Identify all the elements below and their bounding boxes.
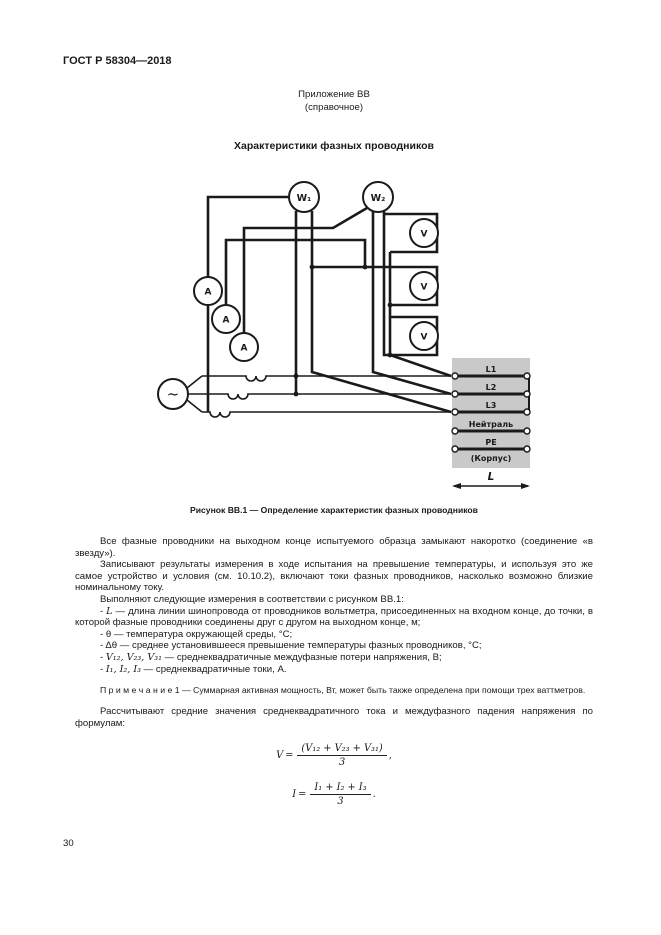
list-dash: - — [100, 605, 104, 617]
dimension-l — [452, 471, 530, 489]
ammeter-1-label: A — [204, 287, 212, 298]
formula-current — [75, 782, 593, 807]
terminal-label-l2: L2 — [485, 383, 497, 392]
formula-i-denominator: 3 — [310, 794, 370, 807]
arrowhead-right-icon — [521, 483, 530, 489]
list-text-theta: — температура окружающей среды, °С; — [113, 628, 293, 640]
ammeter-1 — [194, 277, 222, 305]
voltmeter-3-label: V — [420, 332, 428, 343]
equals-sign: = — [285, 750, 294, 762]
terminal-box — [452, 358, 530, 468]
appendix-kind: (справочное) — [304, 102, 364, 113]
list-var-theta: θ — [105, 628, 112, 640]
list-text-voltages: — среднеквадратичные междуфазные потери напряжения, В; — [164, 651, 442, 663]
equals-sign: = — [298, 789, 307, 801]
paragraph-4: Рассчитывают средние значения среднеквадратичного тока и междуфазного падения напряжения по формулам: — [75, 705, 593, 729]
list-text-currents: — среднеквадратичные токи, А. — [143, 663, 287, 675]
list-text-l: — длина линии шинопровода от проводников вольтметра, присоединенных на входном конце, до точки, в которой фазные проводники соединены друг с другом на выходном конце, м; — [75, 605, 593, 629]
terminal-label-l1: L1 — [485, 365, 497, 374]
list-text-delta-theta: — среднее установившееся превышение температуры фазных проводников, °С; — [119, 640, 482, 652]
formula-voltage — [75, 743, 593, 768]
formula-v-tail: , — [388, 750, 392, 762]
formula-v-lhs: V — [276, 750, 284, 762]
list-item-voltages — [75, 652, 593, 664]
ammeter-2-label: A — [222, 315, 230, 326]
formula-i-lhs: I — [292, 789, 297, 801]
wattmeter-2 — [363, 182, 393, 212]
list-var-voltages: V₁₂, V₂₃, V₃₁ — [105, 651, 162, 663]
voltmeter-1 — [410, 219, 438, 247]
document-standard-number: ГОСТ Р 58304—2018 — [63, 55, 172, 67]
dimension-label: L — [487, 471, 495, 483]
paragraph-3: Выполняют следующие измерения в соответствии с рисунком ВВ.1: — [100, 593, 404, 605]
formula-i-numerator: I₁ + I₂ + I₃ — [314, 782, 367, 794]
list-item-currents — [75, 664, 593, 676]
source-symbol — [158, 379, 188, 409]
formula-i-tail: . — [372, 789, 376, 801]
list-dash: - — [100, 663, 104, 675]
wattmeter-1 — [289, 182, 319, 212]
appendix-label: Приложение ВВ — [298, 89, 370, 100]
wattmeter-1-label: W₁ — [296, 193, 312, 204]
list-var-currents: I₁, I₂, I₃ — [105, 663, 141, 675]
source-label: ~ — [166, 385, 180, 403]
fraction — [310, 782, 370, 807]
terminal-label-pe: PE — [485, 438, 497, 447]
wattmeter-2-label: W₂ — [370, 193, 386, 204]
voltmeter-2 — [410, 272, 438, 300]
appendix-heading — [75, 88, 593, 114]
list-item-theta — [75, 629, 593, 641]
list-dash: - — [100, 628, 104, 640]
voltmeter-2-label: V — [420, 282, 428, 293]
body-text — [75, 536, 593, 807]
terminal-label-neutral: Нейтраль — [468, 420, 514, 429]
paragraph-2: Записывают результаты измерения в ходе испытания на превышение температуры, и используя это же самое устройство и условия (см. 10.10.2), включают токи фазных проводников, насколько возможно близкие номинальному току. — [75, 559, 593, 594]
fraction — [297, 743, 386, 768]
formula-v-denominator: 3 — [297, 755, 386, 768]
voltmeter-1-label: V — [420, 229, 428, 240]
formula-v-numerator: (V₁₂ + V₂₃ + V₃₁) — [301, 743, 383, 755]
ammeter-2 — [212, 305, 240, 333]
section-title: Характеристики фазных проводников — [234, 140, 434, 152]
list-item-l — [75, 606, 593, 629]
terminal-label-l3: L3 — [485, 401, 497, 410]
arrowhead-left-icon — [452, 483, 461, 489]
list-dash: - — [100, 651, 104, 663]
note-1: П р и м е ч а н и е 1 — Суммарная активная мощность, Вт, может быть также определена при помощи трех ваттметров. — [100, 685, 586, 696]
page-number: 30 — [63, 838, 74, 849]
ammeter-3-label: A — [240, 343, 248, 354]
list-var-delta-theta: Δθ — [105, 640, 118, 652]
list-dash: - — [100, 640, 104, 652]
circuit-diagram — [140, 165, 560, 500]
voltmeter-3 — [410, 322, 438, 350]
list-item-delta-theta — [75, 640, 593, 652]
terminal-label-body: (Корпус) — [470, 454, 512, 463]
paragraph-1: Все фазные проводники на выходном конце испытуемого образца замыкают накоротко (соединение «в звезду»). — [75, 536, 593, 559]
figure-caption: Рисунок ВВ.1 — Определение характеристик фазных проводников — [190, 505, 478, 515]
ammeter-3 — [230, 333, 258, 361]
list-var-l: L — [106, 605, 113, 617]
